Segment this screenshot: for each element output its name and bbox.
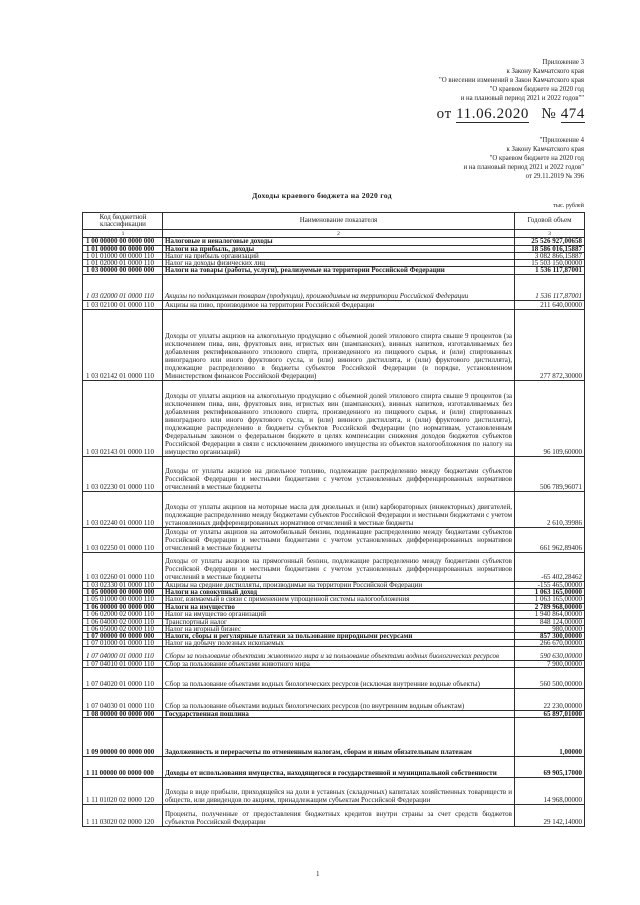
indicator-name-cell: Налоги на товары (работы, услуги), реализуемые на территории Российской Федерации xyxy=(163,267,515,274)
indicator-name-cell: Проценты, полученные от предоставления бюджетных кредитов внутри страны за счет средств бюджетов субъектов Российской Федерации xyxy=(163,805,515,826)
revenue-table xyxy=(82,212,585,827)
budget-code-cell: 1 06 04000 02 0000 110 xyxy=(83,619,163,626)
annual-amount-cell: 506 789,96071 xyxy=(540,483,582,492)
table-row xyxy=(83,553,584,582)
budget-code-cell: 1 07 01000 01 0000 110 xyxy=(83,640,163,647)
indicator-name-cell: Налог, взимаемый в связи с применением упрощенной системы налогообложения xyxy=(163,596,515,603)
budget-code-cell: 1 03 00000 00 0000 000 xyxy=(83,267,163,274)
budget-code-cell: 1 08 00000 00 0000 000 xyxy=(83,711,163,718)
annual-amount-cell: 65 897,01000 xyxy=(543,710,582,718)
number-sign: № xyxy=(541,106,557,122)
header-code-cell: Код бюджетной классификации xyxy=(83,213,163,229)
annex-line: от 29.11.2019 № 396 xyxy=(525,173,584,180)
annex-line: "О краевом бюджете на 2020 год xyxy=(489,86,584,93)
column-number: 2 xyxy=(163,230,515,237)
table-row xyxy=(83,596,584,604)
indicator-name-cell: Налоги на прибыль, доходы xyxy=(163,246,515,253)
budget-code-cell: 1 00 00000 00 0000 000 xyxy=(83,238,163,245)
budget-code-cell: 1 09 00000 00 0000 000 xyxy=(83,718,163,756)
budget-code-cell: 1 03 02142 01 0000 110 xyxy=(83,310,163,380)
budget-code-cell: 1 07 04030 01 0000 110 xyxy=(83,689,163,710)
table-header-row xyxy=(83,213,584,230)
annual-amount-cell: 25 526 927,00658 xyxy=(531,237,582,246)
header-name-cell: Наименование показателя xyxy=(163,213,515,229)
indicator-name-cell: Доходы от уплаты акцизов на автомобильный бензин, подлежащие распределению между бюджетами субъектов Российской Федерации и местными бюджетами с учетом установленных дифференцированных нормативов отчислений в местные бюджеты xyxy=(163,528,515,552)
annual-amount-cell: 857 300,00000 xyxy=(540,632,582,640)
budget-code-cell: 1 11 01020 02 0000 120 xyxy=(83,778,163,804)
table-row xyxy=(83,381,584,457)
header-amount-cell: Годовой объем xyxy=(527,216,572,225)
annual-amount-cell: 1 940 864,00000 xyxy=(534,610,582,619)
table-row xyxy=(83,711,584,718)
indicator-name-cell: Налоговые и неналоговые доходы xyxy=(163,238,515,245)
annex-line: к Закону Камчатского края xyxy=(506,146,584,153)
annex-line: "О краевом бюджете на 2020 год xyxy=(489,155,584,162)
units-label: тыс. рублей xyxy=(553,202,584,209)
law-date-number xyxy=(437,105,585,123)
annual-amount-cell: -155 465,00000 xyxy=(537,581,582,589)
indicator-name-cell: Акцизы на средние дистилляты, производимые на территории Российской Федерации xyxy=(163,582,515,589)
indicator-name-cell: Налог на доходы физических лиц xyxy=(163,260,515,267)
annual-amount-cell: 2 610,39986 xyxy=(547,519,582,528)
original-law-annex-header xyxy=(463,136,584,181)
indicator-name-cell: Доходы от уплаты акцизов на алкогольную продукцию с объемной долей этилового спирта свыше 9 процентов (за исключением пива, вин, фруктовых вин, игристых вин (шампанских), винных напитков, изготавливаемых без добавления ректификованного этилового спирта, произведенного из пищевого сырья, и (или) спиртованных виноградного или иного фруктового сусла, и (или) винного дистиллята, и (или) фруктового дистиллята), подлежащие распределению в бюджеты субъектов Российской Федерации (в порядке, установленном Министерством финансов Российской Федерации) xyxy=(163,310,515,380)
indicator-name-cell: Налоги на имущество xyxy=(163,604,515,611)
annual-amount-cell: 7 900,00000 xyxy=(547,660,582,668)
annex-line: и на плановый период 2021 и 2022 годов" xyxy=(463,164,584,171)
annex-line: и на плановый период 2021 и 2022 годов"" xyxy=(460,95,584,102)
budget-code-cell: 1 06 02000 02 0000 110 xyxy=(83,611,163,618)
annual-amount-cell: 22 230,00000 xyxy=(543,702,582,711)
annex-line: "Приложение 4 xyxy=(539,137,584,144)
indicator-name-cell: Налог на добычу полезных ископаемых xyxy=(163,640,515,647)
indicator-name-cell: Налог на имущество организаций xyxy=(163,611,515,618)
budget-code-cell: 1 01 00000 00 0000 000 xyxy=(83,246,163,253)
table-row xyxy=(83,253,584,260)
budget-code-cell: 1 07 04000 01 0000 110 xyxy=(83,647,163,660)
annual-amount-cell: 3 082 866,15887 xyxy=(534,252,582,260)
annual-amount-cell: 18 586 016,15887 xyxy=(531,245,582,253)
page-number: 1 xyxy=(316,870,320,878)
law-date: 11.06.2020 xyxy=(456,106,530,122)
indicator-name-cell: Налоги на совокупный доход xyxy=(163,589,515,596)
budget-code-cell: 1 07 00000 00 0000 000 xyxy=(83,633,163,640)
indicator-name-cell: Государственная пошлина xyxy=(163,711,515,718)
table-row xyxy=(83,528,584,553)
budget-code-cell: 1 11 00000 00 0000 000 xyxy=(83,757,163,777)
column-number-row xyxy=(83,230,584,238)
annex-line: Приложение 3 xyxy=(542,59,584,66)
column-number: 1 xyxy=(83,230,163,237)
annual-amount-cell: 848 124,00000 xyxy=(540,618,582,626)
date-prefix: от xyxy=(436,106,452,122)
indicator-name-cell: Налог на прибыль организаций xyxy=(163,253,515,260)
annual-amount-cell: 1,00000 xyxy=(559,748,582,757)
table-row xyxy=(83,689,584,711)
budget-code-cell: 1 01 02000 01 0000 110 xyxy=(83,260,163,267)
budget-code-cell: 1 01 01000 00 0000 110 xyxy=(83,253,163,260)
table-row xyxy=(83,604,584,611)
budget-code-cell: 1 03 02240 01 0000 110 xyxy=(83,492,163,527)
budget-code-cell: 1 03 02143 01 0000 110 xyxy=(83,381,163,456)
table-row xyxy=(83,619,584,626)
table-row xyxy=(83,267,584,275)
budget-code-cell: 1 03 02000 01 0000 110 xyxy=(83,275,163,300)
annual-amount-cell: 1 536 117,87001 xyxy=(535,292,582,301)
budget-code-cell: 1 06 05000 02 0000 110 xyxy=(83,626,163,633)
indicator-name-cell: Задолженность и перерасчеты по отмененным налогам, сборам и иным обязательным платежам xyxy=(163,718,515,756)
table-row xyxy=(83,757,584,778)
annual-amount-cell: -65 402,28462 xyxy=(541,573,582,582)
table-row xyxy=(83,661,584,668)
indicator-name-cell: Сбор за пользование объектами водных биологических ресурсов (по внутренним водным объектам) xyxy=(163,689,515,710)
table-row xyxy=(83,611,584,619)
indicator-name-cell: Налог на игорный бизнес xyxy=(163,626,515,633)
table-row xyxy=(83,246,584,253)
table-row xyxy=(83,310,584,381)
indicator-name-cell: Акцизы на пиво, производимое на территории Российской Федерации xyxy=(163,301,515,309)
annex-line: к Закону Камчатского края xyxy=(506,68,584,75)
law-number: 474 xyxy=(560,106,585,122)
annual-amount-cell: 96 109,60000 xyxy=(543,448,582,457)
budget-code-cell: 1 05 01000 00 0000 110 xyxy=(83,596,163,603)
budget-code-cell: 1 03 02260 01 0000 110 xyxy=(83,553,163,581)
table-row xyxy=(83,718,584,757)
budget-code-cell: 1 05 00000 00 0000 000 xyxy=(83,589,163,596)
annual-amount-cell: 980,00000 xyxy=(552,625,582,633)
annual-amount-cell: 266 670,00000 xyxy=(540,639,582,647)
budget-code-cell: 1 03 02230 01 0000 110 xyxy=(83,457,163,491)
indicator-name-cell: Доходы от уплаты акцизов на дизельное топливо, подлежащие распределению между бюджетами субъектов Российской Федерации и местными бюджетами с учетом установленных дифференцированных нормативов отчислений в местные бюджеты xyxy=(163,457,515,491)
budget-code-cell: 1 03 02330 01 0000 110 xyxy=(83,582,163,589)
budget-code-cell: 1 07 04010 01 0000 110 xyxy=(83,661,163,668)
budget-code-cell: 1 07 04020 01 0000 110 xyxy=(83,668,163,688)
indicator-name-cell: Доходы от использования имущества, находящегося в государственной и муниципальной собственности xyxy=(163,757,515,777)
budget-code-cell: 1 11 03020 02 0000 120 xyxy=(83,805,163,826)
annual-amount-cell: 590 630,00000 xyxy=(540,652,582,661)
annual-amount-cell: 1 063 165,00000 xyxy=(534,595,582,604)
annual-amount-cell: 277 872,30000 xyxy=(540,372,582,381)
table-row xyxy=(83,647,584,661)
table-row xyxy=(83,457,584,492)
indicator-name-cell: Налоги, сборы и регулярные платежи за пользование природными ресурсами xyxy=(163,633,515,640)
table-row xyxy=(83,301,584,310)
table-row xyxy=(83,633,584,640)
annual-amount-cell: 15 503 150,00000 xyxy=(531,259,582,267)
budget-code-cell: 1 03 02250 01 0000 110 xyxy=(83,528,163,552)
column-number: 3 xyxy=(548,230,551,237)
indicator-name-cell: Акцизы по подакцизным товарам (продукции), производимым на территории Российской Федерации xyxy=(163,275,515,300)
annual-amount-cell: 211 640,00000 xyxy=(540,301,582,310)
annual-amount-cell: 14 968,00000 xyxy=(543,796,582,805)
indicator-name-cell: Доходы от уплаты акцизов на моторные масла для дизельных и (или) карбюраторных (инжекторных) двигателей, подлежащие распределению между бюджетами субъектов Российской Федерации и местными бюджетами с учетом установленных дифференцированных нормативов отчислений в местные бюджеты xyxy=(163,492,515,527)
table-row xyxy=(83,778,584,805)
table-row xyxy=(83,640,584,647)
table-row xyxy=(83,582,584,589)
indicator-name-cell: Доходы от уплаты акцизов на прямогонный бензин, подлежащие распределению между бюджетами субъектов Российской Федерации и местными бюджетами с учетом установленных дифференцированных нормативов отчислений в местные бюджеты xyxy=(163,553,515,581)
amending-law-annex-header xyxy=(439,58,584,103)
table-row xyxy=(83,668,584,689)
indicator-name-cell: Доходы от уплаты акцизов на алкогольную продукцию с объемной долей этилового спирта свыше 9 процентов (за исключением пива, вин, фруктовых вин, игристых вин (шампанских), винных напитков, изготавливаемых без добавления ректификованного этилового спирта, произведенного из пищевого сырья, и (или) спиртованных виноградного или иного фруктового сусла, и (или) винного дистиллята, и (или) фруктового дистиллята), подлежащие распределению в бюджеты субъектов Российской Федерации (по нормативам, установленным Федеральным законом о федеральном бюджете в целях компенсации снижения доходов бюджетов субъектов Российской Федерации в связи с исключением движимого имущества из объектов налогообложения по налогу на имущество организаций) xyxy=(163,381,515,456)
annual-amount-cell: 1 536 117,87001 xyxy=(535,266,582,275)
indicator-name-cell: Сборы за пользование объектами животного мира и за пользование объектами водных биологических ресурсов xyxy=(163,647,515,660)
annual-amount-cell: 1 063 165,00000 xyxy=(534,588,582,596)
table-row xyxy=(83,275,584,301)
budget-code-cell: 1 03 02100 01 0000 110 xyxy=(83,301,163,309)
annual-amount-cell: 29 142,14000 xyxy=(543,818,582,827)
indicator-name-cell: Сбор за пользование объектами животного мира xyxy=(163,661,515,668)
annual-amount-cell: 560 500,00000 xyxy=(540,680,582,689)
indicator-name-cell: Сбор за пользование объектами водных биологических ресурсов (исключая внутренние водные объекты) xyxy=(163,668,515,688)
annual-amount-cell: 2 789 968,00000 xyxy=(534,603,582,611)
document-title: Доходы краевого бюджета на 2020 год xyxy=(252,191,392,200)
annual-amount-cell: 661 962,89406 xyxy=(540,544,582,553)
table-row xyxy=(83,238,584,246)
indicator-name-cell: Транспортный налог xyxy=(163,619,515,626)
table-body xyxy=(83,238,584,827)
table-row xyxy=(83,805,584,827)
indicator-name-cell: Доходы в виде прибыли, приходящейся на доли в уставных (складочных) капиталах хозяйственных товариществ и обществ, или дивидендов по акциям, принадлежащим субъектам Российской Федерации xyxy=(163,778,515,804)
annex-line: "О внесении изменений в Закон Камчатского края xyxy=(439,77,584,84)
annual-amount-cell: 69 905,17000 xyxy=(543,769,582,778)
budget-code-cell: 1 06 00000 00 0000 000 xyxy=(83,604,163,611)
table-row xyxy=(83,492,584,528)
